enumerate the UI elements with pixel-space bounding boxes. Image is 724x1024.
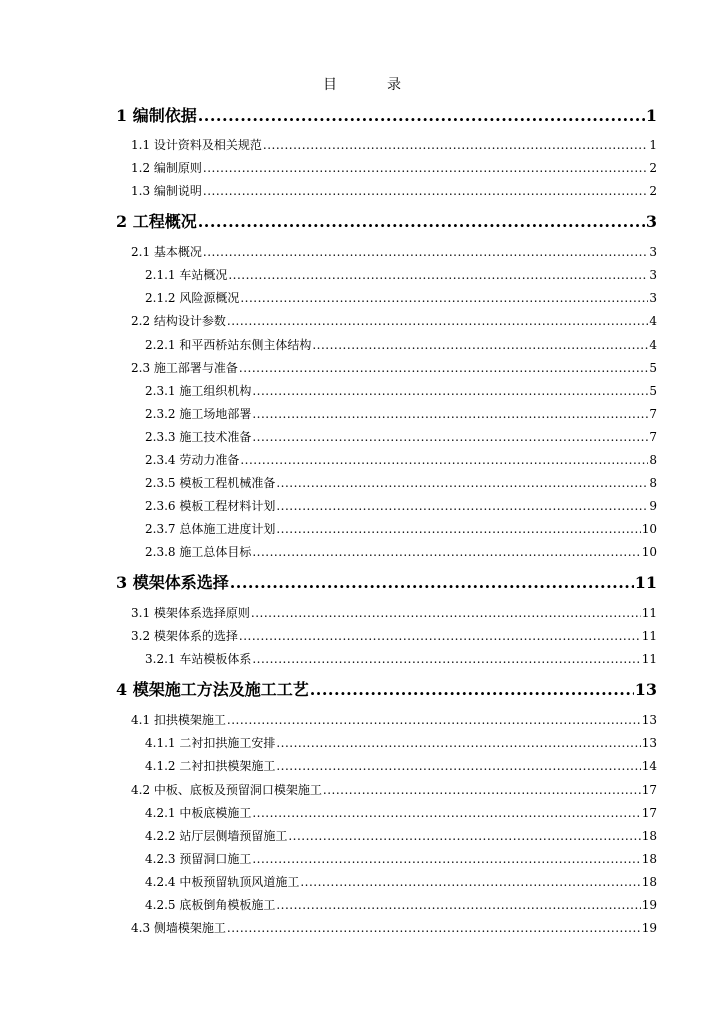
toc-entry-page-number: 18: [641, 829, 657, 843]
toc-entry-page-number: 5: [649, 361, 657, 375]
toc-entry-label: 1.3 编制说明: [131, 184, 202, 198]
toc-entry-page-number: 13: [641, 713, 657, 727]
toc-entry-page-number: 8: [649, 453, 657, 467]
toc-entry-label: 1 编制依据: [116, 106, 197, 125]
toc-entry-label: 4 模架施工方法及施工工艺: [116, 680, 309, 699]
toc-entry-level-1[interactable]: [116, 680, 657, 700]
toc-entry-level-3[interactable]: [145, 828, 657, 844]
toc-entry-page-number: 3: [649, 291, 657, 305]
toc-dot-leader: [252, 851, 640, 867]
toc-entry-level-1[interactable]: [116, 573, 657, 593]
toc-entry-level-3[interactable]: [145, 521, 657, 537]
toc-dot-leader: [252, 805, 640, 821]
toc-entry-level-3[interactable]: [145, 498, 657, 514]
toc-dot-leader: [252, 429, 648, 445]
toc-entry-level-2[interactable]: [131, 137, 657, 153]
toc-dot-leader: [252, 383, 648, 399]
toc-dot-leader: [300, 874, 640, 890]
toc-dot-leader: [240, 452, 648, 468]
toc-entry-label: 2.2 结构设计参数: [131, 314, 226, 328]
toc-dot-leader: [276, 498, 648, 514]
toc-entry-page-number: 17: [641, 783, 657, 797]
toc-dot-leader: [203, 183, 648, 199]
toc-entry-label: 4.2.3 预留洞口施工: [145, 852, 252, 866]
toc-entry-level-3[interactable]: [145, 544, 657, 560]
toc-entry-label: 4.3 侧墙模架施工: [131, 921, 226, 935]
toc-entry-page-number: 14: [641, 759, 657, 773]
toc-entry-page-number: 11: [634, 573, 657, 592]
toc-entry-page-number: 4: [649, 314, 657, 328]
toc-dot-leader: [230, 573, 634, 593]
toc-entry-label: 2.1.1 车站概况: [145, 268, 228, 282]
toc-dot-leader: [227, 313, 648, 329]
toc-dot-leader: [198, 212, 645, 232]
toc-dot-leader: [252, 651, 640, 667]
toc-entry-page-number: 5: [649, 384, 657, 398]
toc-entry-level-3[interactable]: [145, 897, 657, 913]
toc-entry-label: 2.3.5 模板工程机械准备: [145, 476, 276, 490]
toc-entry-level-1[interactable]: [116, 106, 657, 126]
toc-entry-level-2[interactable]: [131, 782, 657, 798]
toc-entry-label: 3 模架体系选择: [116, 573, 229, 592]
toc-entry-label: 4.1.2 二衬扣拱模架施工: [145, 759, 276, 773]
toc-dot-leader: [276, 735, 640, 751]
toc-entry-page-number: 11: [641, 606, 657, 620]
toc-entry-label: 2.3.8 施工总体目标: [145, 545, 252, 559]
toc-entry-label: 2.3.2 施工场地部署: [145, 407, 252, 421]
toc-entry-level-3[interactable]: [145, 805, 657, 821]
toc-dot-leader: [203, 160, 648, 176]
toc-entry-level-3[interactable]: [145, 383, 657, 399]
toc-dot-leader: [312, 337, 648, 353]
toc-entry-level-2[interactable]: [131, 244, 657, 260]
toc-entry-label: 3.1 模架体系选择原则: [131, 606, 250, 620]
toc-dot-leader: [240, 290, 648, 306]
toc-entry-page-number: 19: [641, 921, 657, 935]
toc-entry-page-number: 18: [641, 875, 657, 889]
toc-dot-leader: [203, 244, 648, 260]
toc-dot-leader: [276, 897, 640, 913]
toc-entry-label: 4.2.1 中板底模施工: [145, 806, 252, 820]
toc-entry-page-number: 11: [641, 652, 657, 666]
toc-entry-label: 2.3 施工部署与准备: [131, 361, 238, 375]
toc-entry-page-number: 4: [649, 338, 657, 352]
toc-dot-leader: [228, 267, 648, 283]
toc-entry-label: 1.1 设计资料及相关规范: [131, 138, 262, 152]
toc-entry-level-2[interactable]: [131, 360, 657, 376]
toc-dot-leader: [227, 712, 641, 728]
toc-entry-page-number: 3: [649, 245, 657, 259]
toc-entry-level-3[interactable]: [145, 337, 657, 353]
toc-entry-level-3[interactable]: [145, 452, 657, 468]
toc-entry-level-2[interactable]: [131, 920, 657, 936]
toc-entry-page-number: 1: [645, 106, 657, 125]
toc-entry-level-3[interactable]: [145, 851, 657, 867]
toc-dot-leader: [276, 521, 640, 537]
toc-entry-label: 4.1 扣拱模架施工: [131, 713, 226, 727]
toc-entry-page-number: 8: [649, 476, 657, 490]
toc-entry-level-3[interactable]: [145, 267, 657, 283]
toc-entry-label: 3.2 模架体系的选择: [131, 629, 238, 643]
toc-dot-leader: [251, 605, 641, 621]
toc-entry-label: 2.1.2 风险源概况: [145, 291, 240, 305]
toc-dot-leader: [239, 628, 641, 644]
toc-entry-level-2[interactable]: [131, 628, 657, 644]
toc-entry-page-number: 3: [645, 212, 657, 231]
toc-entry-level-3[interactable]: [145, 874, 657, 890]
toc-entry-page-number: 3: [649, 268, 657, 282]
toc-entry-page-number: 19: [641, 898, 657, 912]
toc-entry-page-number: 10: [641, 522, 657, 536]
toc-dot-leader: [227, 920, 641, 936]
toc-entry-page-number: 1: [649, 138, 657, 152]
toc-entry-label: 2.3.3 施工技术准备: [145, 430, 252, 444]
toc-entry-label: 4.2.2 站厅层侧墙预留施工: [145, 829, 288, 843]
toc-entry-label: 2.2.1 和平西桥站东侧主体结构: [145, 338, 312, 352]
toc-entry-label: 4.1.1 二衬扣拱施工安排: [145, 736, 276, 750]
toc-entry-level-2[interactable]: [131, 313, 657, 329]
toc-entry-level-2[interactable]: [131, 183, 657, 199]
toc-entry-page-number: 10: [641, 545, 657, 559]
toc-entry-level-3[interactable]: [145, 290, 657, 306]
toc-entry-level-1[interactable]: [116, 212, 657, 232]
toc-entry-page-number: 17: [641, 806, 657, 820]
toc-dot-leader: [310, 680, 634, 700]
toc-entry-page-number: 9: [649, 499, 657, 513]
toc-entry-page-number: 13: [641, 736, 657, 750]
toc-entry-level-2[interactable]: [131, 160, 657, 176]
toc-entry-label: 2 工程概况: [116, 212, 197, 231]
toc-entry-label: 2.3.6 模板工程材料计划: [145, 499, 276, 513]
toc-entry-level-3[interactable]: [145, 735, 657, 751]
toc-title: 目 录: [323, 77, 419, 93]
toc-entry-page-number: 7: [649, 407, 657, 421]
toc-entry-level-3[interactable]: [145, 475, 657, 491]
toc-entry-label: 3.2.1 车站模板体系: [145, 652, 252, 666]
toc-entry-level-3[interactable]: [145, 651, 657, 667]
toc-entry-page-number: 13: [634, 680, 657, 699]
toc-entry-page-number: 18: [641, 852, 657, 866]
toc-dot-leader: [252, 406, 648, 422]
toc-entry-level-2[interactable]: [131, 605, 657, 621]
toc-entry-page-number: 11: [641, 629, 657, 643]
toc-entry-page-number: 7: [649, 430, 657, 444]
toc-entry-level-3[interactable]: [145, 406, 657, 422]
toc-dot-leader: [239, 360, 648, 376]
toc-entry-label: 4.2 中板、底板及预留洞口模架施工: [131, 783, 322, 797]
toc-entry-level-3[interactable]: [145, 429, 657, 445]
toc-entry-page-number: 2: [649, 161, 657, 175]
toc-entry-level-3[interactable]: [145, 758, 657, 774]
toc-entry-label: 4.2.5 底板倒角模板施工: [145, 898, 276, 912]
toc-entry-label: 4.2.4 中板预留轨顶风道施工: [145, 875, 300, 889]
toc-dot-leader: [276, 475, 648, 491]
toc-entry-label: 2.3.7 总体施工进度计划: [145, 522, 276, 536]
toc-entry-label: 2.1 基本概况: [131, 245, 202, 259]
toc-entry-label: 2.3.1 施工组织机构: [145, 384, 252, 398]
toc-dot-leader: [252, 544, 640, 560]
toc-dot-leader: [323, 782, 641, 798]
toc-entry-level-2[interactable]: [131, 712, 657, 728]
toc-entry-label: 2.3.4 劳动力准备: [145, 453, 240, 467]
toc-entry-label: 1.2 编制原则: [131, 161, 202, 175]
toc-dot-leader: [198, 106, 645, 126]
toc-entry-page-number: 2: [649, 184, 657, 198]
toc-dot-leader: [263, 137, 648, 153]
toc-dot-leader: [288, 828, 640, 844]
toc-dot-leader: [276, 758, 640, 774]
